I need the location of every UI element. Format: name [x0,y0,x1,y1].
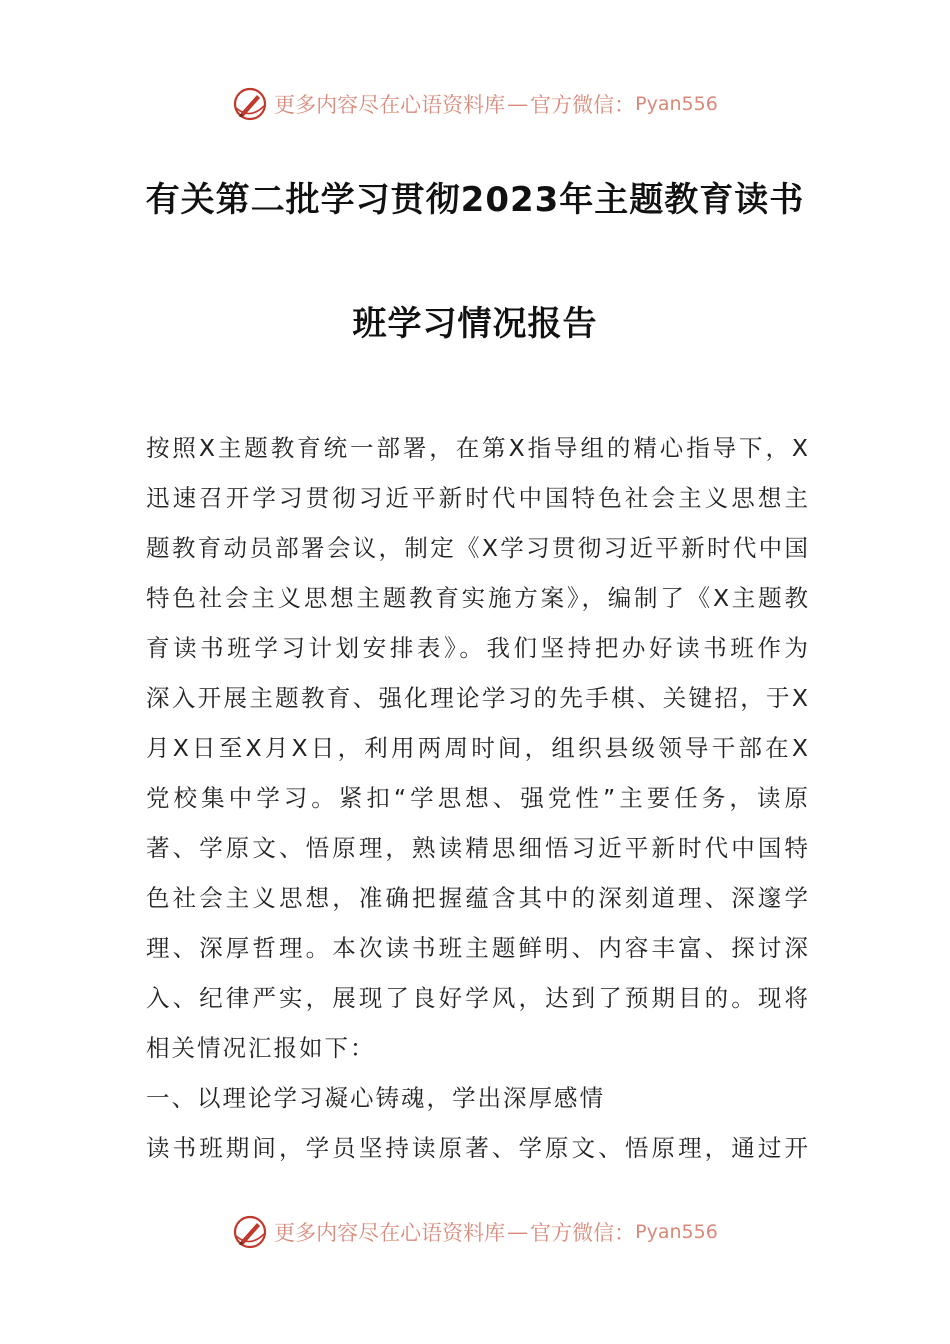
watermark-account: Pyan556 [635,1221,718,1243]
watermark-separator: — [507,1220,529,1244]
section-heading: 一、以理论学习凝心铸魂，学出深厚感情 [146,1084,605,1112]
watermark-account: Pyan556 [635,93,718,115]
body-line: 特色社会主义思想主题教育实施方案》，编制了《X主题教 [146,584,808,612]
watermark-brand: 更多内容尽在心语资料库 [274,1221,506,1245]
watermark-official-label: 官方微信： [530,93,636,117]
body-line: 题教育动员部署会议，制定《X学习贯彻习近平新时代中国 [146,534,808,562]
body-line: 深入开展主题教育、强化理论学习的先手棋、关键招，于X [146,684,808,712]
body-line: 著、学原文、悟原理，熟读精思细悟习近平新时代中国特 [146,834,808,862]
watermark-official-label: 官方微信： [530,1221,636,1245]
body-line: 相关情况汇报如下： [146,1034,376,1062]
body-line: 按照X主题教育统一部署，在第X指导组的精心指导下，X [146,434,808,462]
body-line: 入、纪律严实，展现了良好学风，达到了预期目的。现将 [146,984,808,1012]
document-body [146,428,808,1178]
body-line: 色社会主义思想，准确把握蕴含其中的深刻道理、深邃学 [146,884,808,912]
watermark-separator: — [507,92,529,116]
body-line: 月X日至X月X日，利用两周时间，组织县级领导干部在X [146,734,808,762]
body-line: 读书班期间，学员坚持读原著、学原文、悟原理，通过开 [146,1134,808,1162]
body-line: 理、深厚哲理。本次读书班主题鲜明、内容丰富、探讨深 [146,934,808,962]
body-line: 党校集中学习。紧扣“学思想、强党性”主要任务，读原 [146,784,808,812]
pen-logo-icon [232,1214,268,1250]
document-title-line-2: 班学习情况报告 [352,304,598,344]
document-title-line-1: 有关第二批学习贯彻2023年主题教育读书 [145,180,805,220]
footer-watermark [0,1212,950,1252]
body-line: 育读书班学习计划安排表》。我们坚持把办好读书班作为 [146,634,808,662]
body-line: 迅速召开学习贯彻习近平新时代中国特色社会主义思想主 [146,484,808,512]
watermark-brand: 更多内容尽在心语资料库 [274,93,506,117]
header-watermark [0,84,950,124]
pen-logo-icon [232,86,268,122]
